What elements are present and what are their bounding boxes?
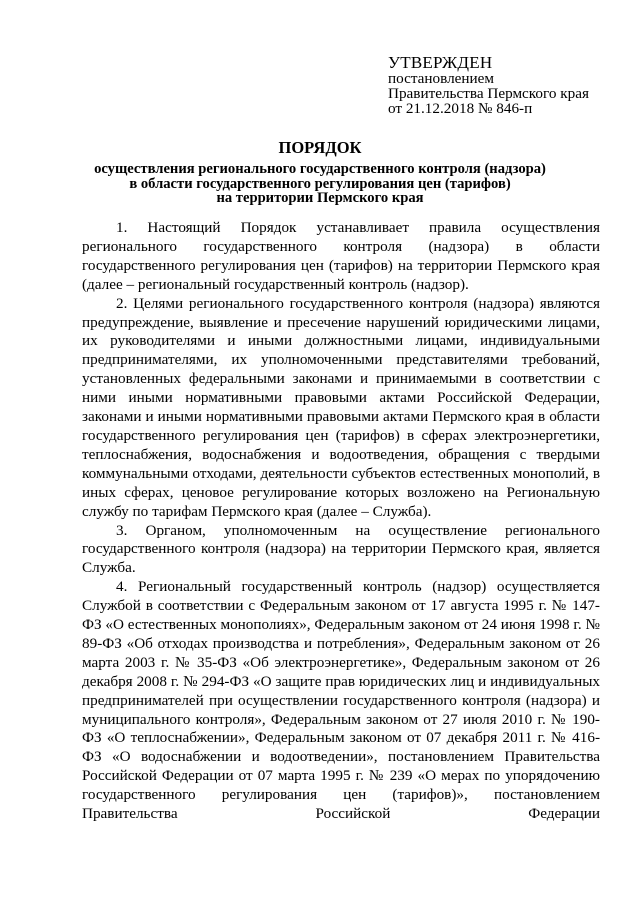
document-title: ПОРЯДОК	[278, 138, 362, 157]
document-body	[82, 219, 600, 824]
paragraph-3: 3. Органом, уполномоченным на осуществление регионального государственного контроля (надзора) на территории Пермского края, является Служба.	[82, 521, 600, 577]
subtitle-line-2: в области государственного регулирования цен (тарифов)	[129, 175, 511, 192]
subtitle-line-3: на территории Пермского края	[216, 190, 424, 207]
paragraph-2: 2. Целями регионального государственного контроля (надзора) являются предупреждение, выявление и пресечение нарушений юридическими лицами, их руководителями и иными должностными лицами, индивидуальными предпринимателями, их уполномоченными представителями требований, установленных федеральными законами и принимаемыми в соответствии с ними иными нормативными правовыми актами Российской Федерации, законами и иными нормативными правовыми актами Пермского края в области государственного регулирования цен (тарифов) в сферах электроэнергетики, теплоснабжения, водоснабжения и водоотведения, обращения с твердыми коммунальными отходами, деятельности субъектов естественных монополий, в иных сферах, ценовое регулирование которых возложено на Региональную службу по тарифам Пермского края (далее – Служба).	[82, 294, 600, 520]
paragraph-4: 4. Региональный государственный контроль (надзор) осуществляется Службой в соответствии с Федеральным законом от 17 августа 1995 г. № 147-ФЗ «О естественных монополиях», Федеральным законом от 24 июня 1998 г. № 89-ФЗ «Об отходах производства и потребления», Федеральным законом от 26 марта 2003 г. № 35-ФЗ «Об электроэнергетике», Федеральным законом от 26 декабря 2008 г. № 294-ФЗ «О защите прав юридических лиц и индивидуальных предпринимателей при осуществлении государственного контроля (надзора) и муниципального контроля», Федеральным законом от 27 июля 2010 г. № 190-ФЗ «О теплоснабжении», Федеральным законом от 07 декабря 2011 г. № 416-ФЗ «О водоснабжении и водоотведении», постановлением Правительства Российской Федерации от 07 марта 1995 г. № 239 «О мерах по упорядочению государственного регулирования цен (тарифов)», постановлением Правительства Российской Федерации	[82, 578, 600, 823]
approval-line-1: постановлением	[388, 70, 495, 87]
subtitle-line-1: осуществления регионального государственного контроля (надзора)	[94, 161, 546, 177]
document-subtitle	[0, 162, 640, 206]
approval-stamp	[388, 54, 628, 116]
approval-line-2: Правительства Пермского края	[388, 85, 589, 102]
approval-title: УТВЕРЖДЕН	[388, 53, 493, 72]
paragraph-1: 1. Настоящий Порядок устанавливает правила осуществления регионального государственного контроля (надзора) в области государственного регулирования цен (тарифов) на территории Пермского края (далее – региональный государственный контроль (надзор).	[82, 219, 600, 293]
approval-line-3: от 21.12.2018 № 846-п	[388, 100, 533, 117]
